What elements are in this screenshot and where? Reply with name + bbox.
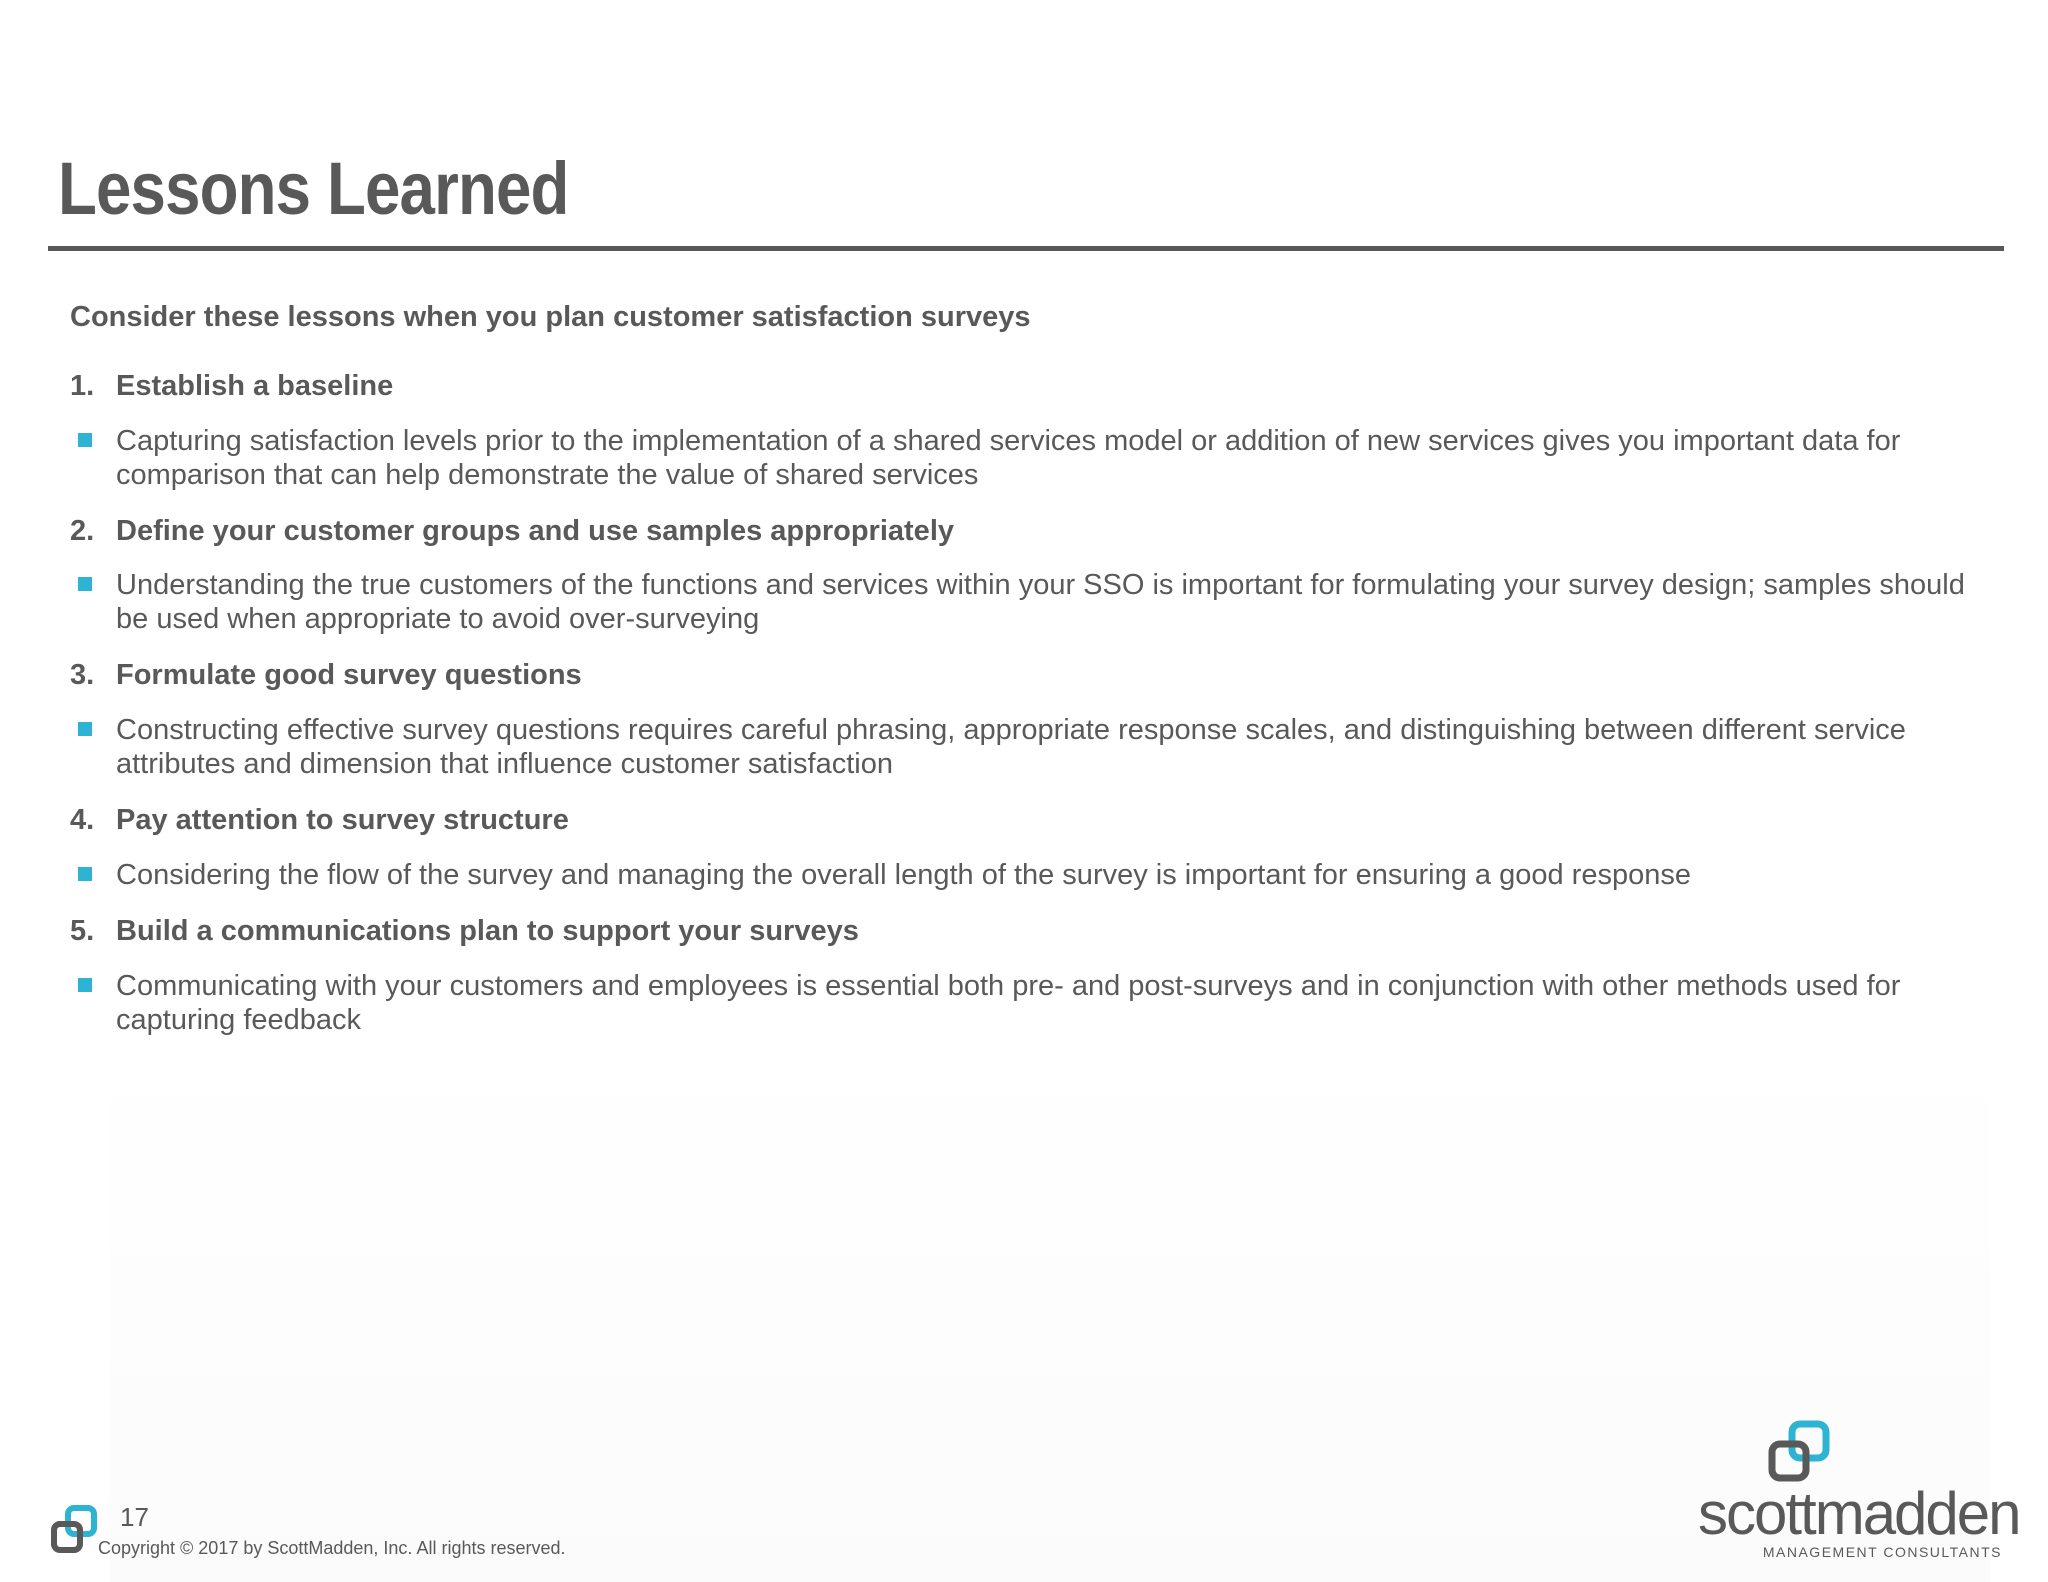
page-number: 17 bbox=[120, 1502, 149, 1532]
lesson-heading bbox=[70, 914, 1990, 949]
scottmadden-mark-icon bbox=[48, 1504, 104, 1560]
lesson-number: 4. bbox=[70, 804, 95, 837]
intro-text: Consider these lessons when you plan customer satisfaction surveys bbox=[70, 301, 1031, 333]
title-divider bbox=[48, 246, 2004, 251]
lesson-title: Define your customer groups and use samples appropriately bbox=[116, 514, 954, 547]
lesson-heading bbox=[70, 803, 1990, 838]
square-bullet-icon bbox=[70, 969, 116, 1037]
lesson-heading bbox=[70, 514, 1990, 549]
lesson-bullet-text: Constructing effective survey questions requires careful phrasing, appropriate response scales, and distinguishing between different service attributes and dimension that influence customer satisfaction bbox=[116, 714, 1906, 781]
lesson-item bbox=[70, 369, 1990, 492]
lesson-bullet bbox=[70, 568, 1990, 636]
lesson-bullet-text: Capturing satisfaction levels prior to the implementation of a shared services model or addition of new services gives you important data for comparison that can help demonstrate the value of shared services bbox=[116, 424, 1901, 491]
lesson-title: Build a communications plan to support your surveys bbox=[116, 914, 859, 947]
copyright-notice: Copyright © 2017 by ScottMadden, Inc. All rights reserved. bbox=[98, 1538, 566, 1558]
lesson-item bbox=[70, 658, 1990, 781]
square-bullet-icon bbox=[70, 424, 116, 492]
lesson-bullet bbox=[70, 713, 1990, 781]
lesson-heading bbox=[70, 658, 1990, 693]
lesson-item bbox=[70, 514, 1990, 637]
lesson-number: 5. bbox=[70, 914, 95, 947]
slide-title: Lessons Learned bbox=[58, 147, 569, 230]
lesson-bullet-text: Considering the flow of the survey and managing the overall length of the survey is important for ensuring a good response bbox=[116, 858, 1691, 891]
lesson-heading bbox=[70, 369, 1990, 404]
lesson-bullet-text: Communicating with your customers and employees is essential both pre- and post-surveys and in conjunction with other methods used for capturing feedback bbox=[116, 969, 1901, 1036]
lesson-number: 3. bbox=[70, 659, 95, 692]
lesson-number: 2. bbox=[70, 514, 95, 547]
square-bullet-icon bbox=[70, 713, 116, 781]
square-bullet-icon bbox=[70, 568, 116, 636]
lesson-title: Pay attention to survey structure bbox=[116, 804, 569, 837]
lesson-bullet bbox=[70, 969, 1990, 1037]
slide-content bbox=[70, 300, 1990, 1059]
square-bullet-icon bbox=[70, 858, 116, 892]
lesson-bullet bbox=[70, 858, 1990, 892]
lesson-item bbox=[70, 914, 1990, 1037]
lesson-bullet-text: Understanding the true customers of the functions and services within your SSO is important for formulating your survey design; samples should be used when appropriate to avoid over-surveying bbox=[116, 569, 1965, 636]
logo-tagline: MANAGEMENT CONSULTANTS bbox=[1762, 1544, 2002, 1560]
lesson-bullet bbox=[70, 424, 1990, 492]
logo-wordmark: scottmadden bbox=[1698, 1480, 2020, 1547]
lesson-item bbox=[70, 803, 1990, 892]
company-logo bbox=[1690, 1420, 2020, 1560]
lesson-title: Formulate good survey questions bbox=[116, 659, 582, 692]
lesson-title: Establish a baseline bbox=[116, 369, 394, 402]
lesson-number: 1. bbox=[70, 369, 95, 402]
